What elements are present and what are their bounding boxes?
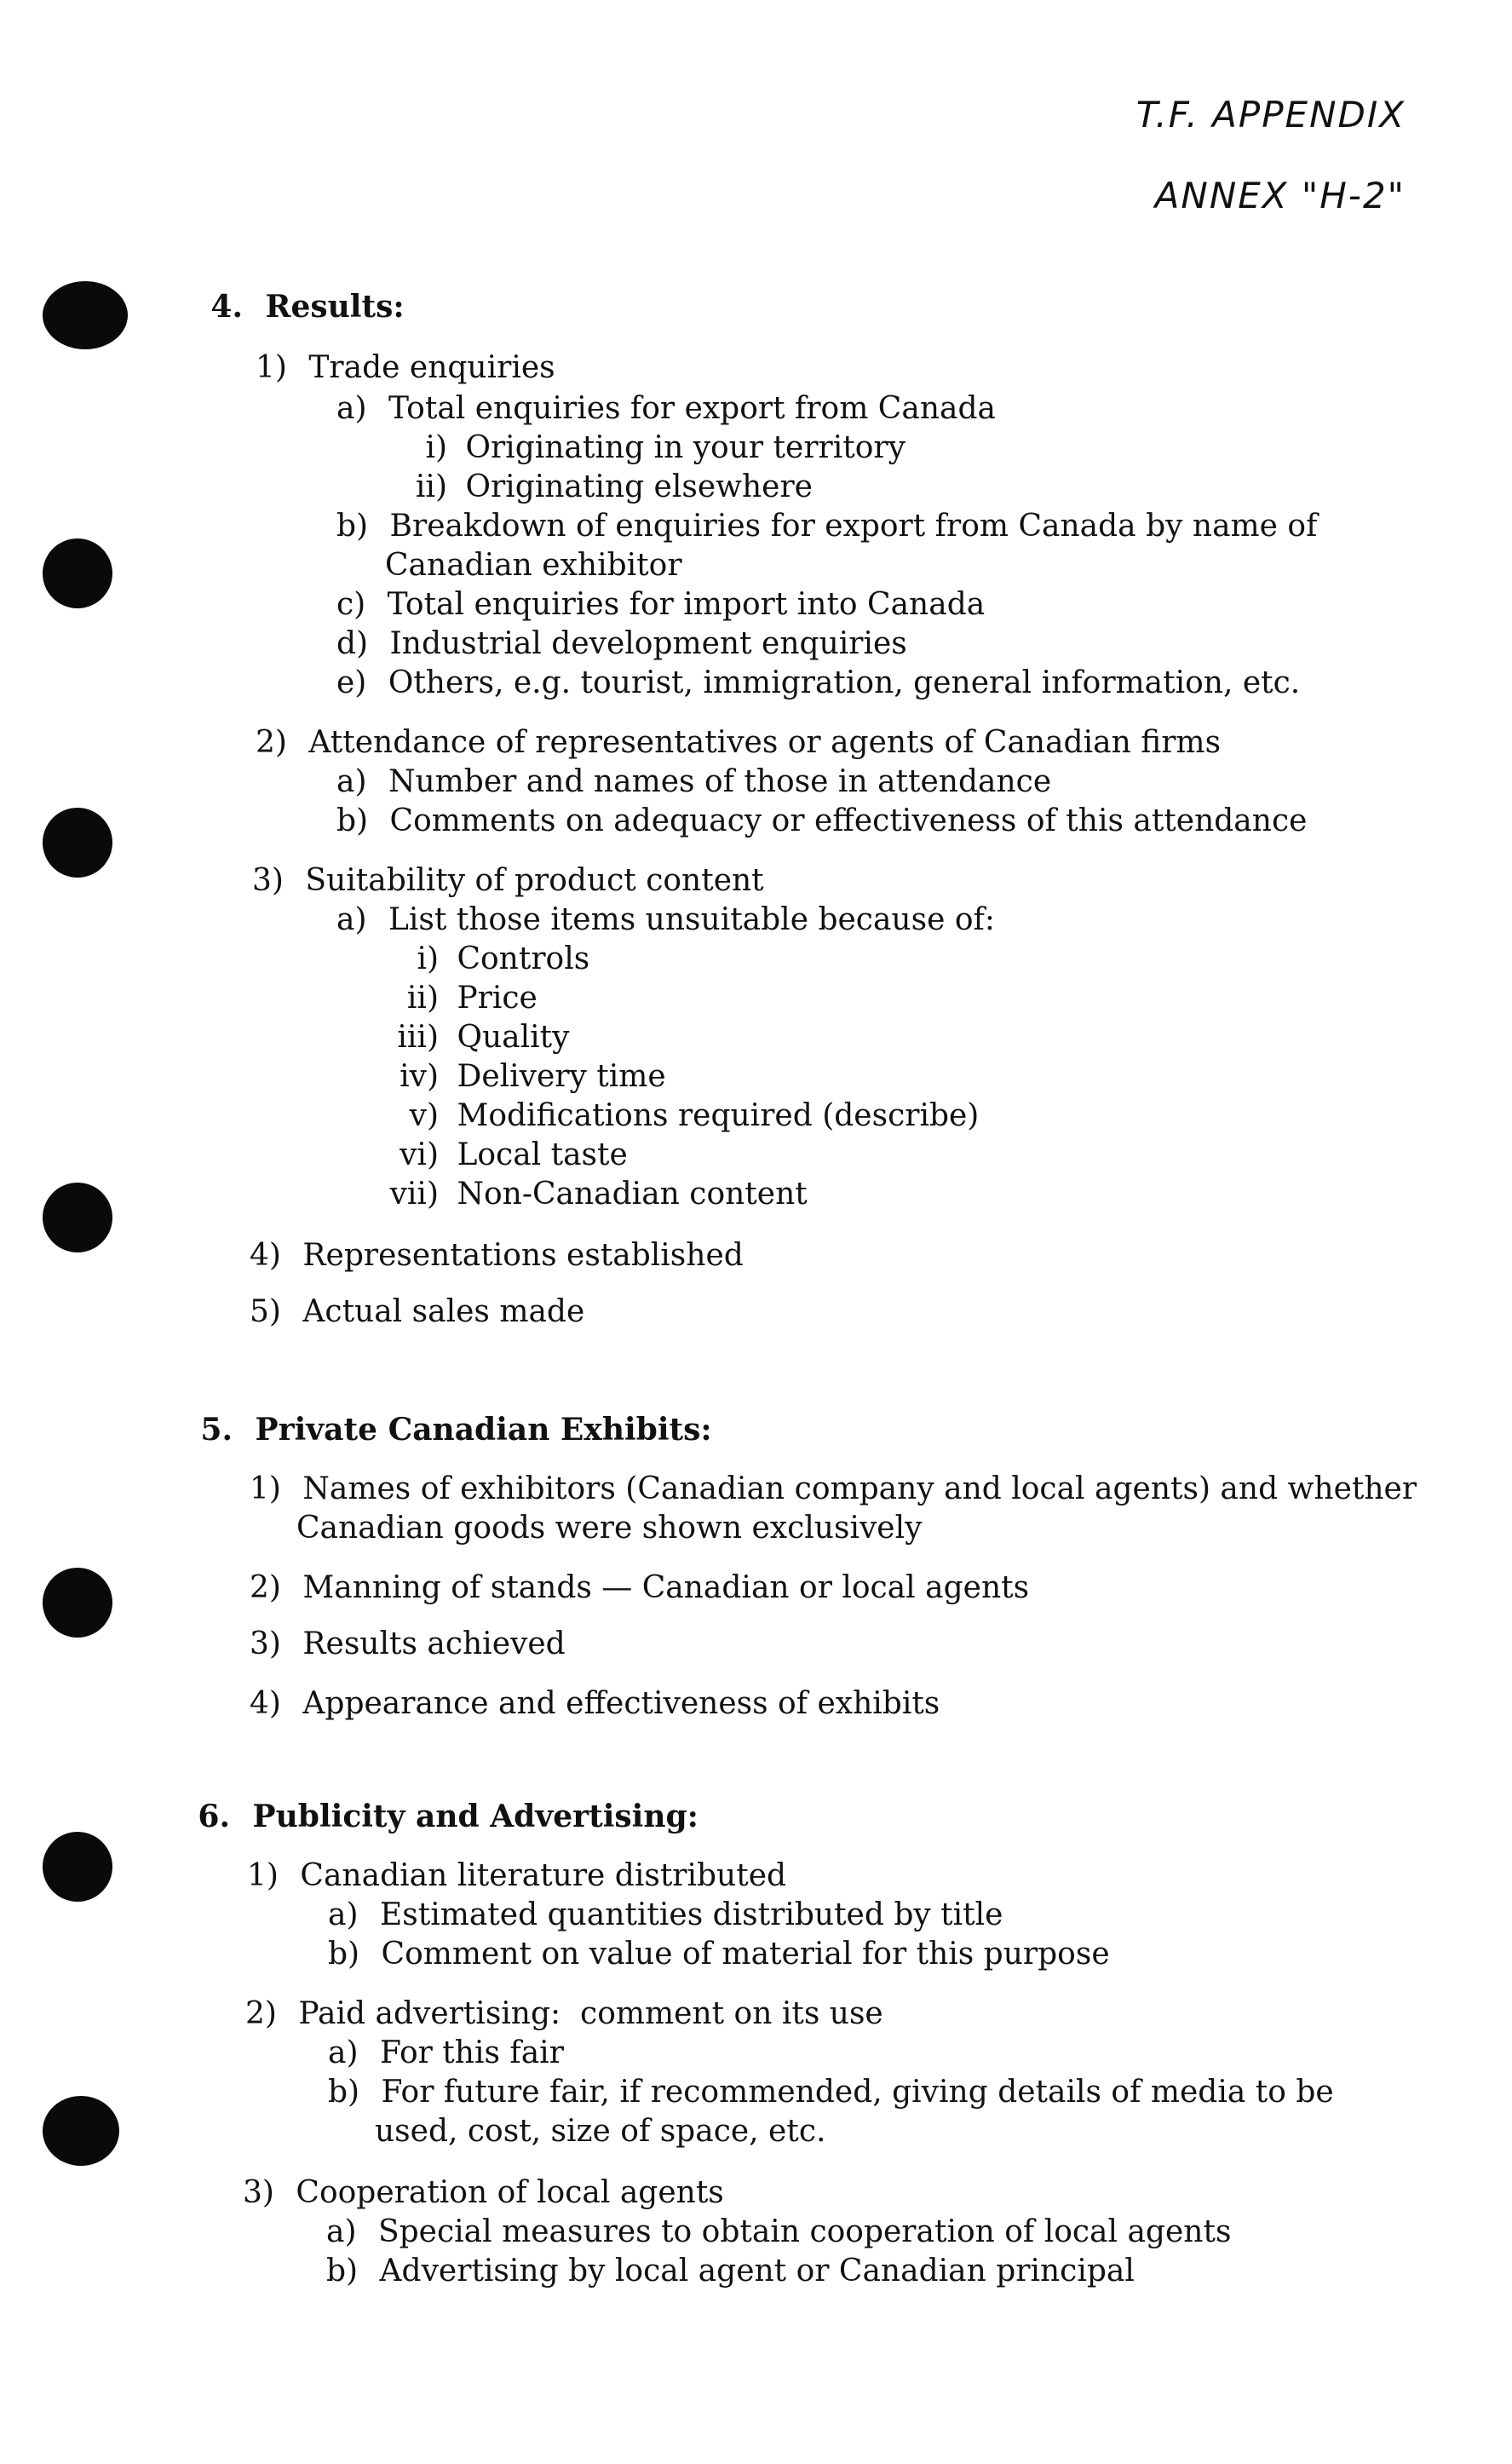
list-item: ii) Originating elsewhere [415, 469, 813, 504]
section-number: 6. [198, 1799, 230, 1834]
list-item: 3) Cooperation of local agents [243, 2175, 724, 2210]
punch-hole [43, 1832, 112, 1902]
punch-hole [43, 1183, 112, 1252]
list-item: 1) Trade enquiries [256, 350, 555, 385]
section-title: Publicity and Advertising: [252, 1799, 699, 1834]
list-item-continuation: used, cost, size of space, etc. [375, 2114, 826, 2149]
list-item: e) Others, e.g. tourist, immigration, general information, etc. [336, 665, 1301, 700]
list-item: a) List those items unsuitable because of: [336, 902, 995, 937]
list-item: 2) Attendance of representatives or agents of Canadian firms [256, 725, 1222, 760]
punch-hole [43, 808, 112, 878]
list-item: b) Advertising by local agent or Canadian principal [326, 2254, 1135, 2288]
list-item: a) Total enquiries for export from Canada [336, 391, 996, 426]
section-number: 5. [200, 1412, 233, 1448]
list-item: vi) Local taste [400, 1137, 628, 1172]
list-item: ii) Price [406, 981, 538, 1016]
list-item: 1) Names of exhibitors (Canadian company and local agents) and whether [250, 1471, 1417, 1506]
punch-hole [43, 1568, 112, 1638]
list-item: 5) Actual sales made [250, 1294, 585, 1329]
list-item-continuation: Canadian exhibitor [385, 548, 682, 583]
section-title: Results: [265, 289, 405, 325]
list-item-continuation: Canadian goods were shown exclusively [296, 1511, 923, 1546]
list-item: i) Originating in your territory [425, 430, 905, 465]
list-item: b) Comments on adequacy or effectiveness of this attendance [336, 803, 1308, 838]
list-item: iv) Delivery time [400, 1059, 666, 1094]
section-heading [198, 1411, 712, 1448]
list-item: a) Number and names of those in attendance [336, 764, 1052, 799]
list-item: 2) Manning of stands — Canadian or local agents [250, 1570, 1030, 1605]
punch-hole [43, 281, 128, 349]
list-item: c) Total enquiries for import into Canada [336, 587, 986, 622]
list-item: 3) Results achieved [250, 1626, 566, 1661]
section-number: 4. [210, 289, 243, 325]
list-item: d) Industrial development enquiries [336, 626, 907, 661]
list-item: 4) Appearance and effectiveness of exhibits [250, 1686, 940, 1721]
section-title: Private Canadian Exhibits: [255, 1412, 712, 1448]
list-item: 4) Representations established [250, 1238, 744, 1273]
section-heading [196, 1798, 699, 1835]
list-item: 2) Paid advertising: comment on its use [245, 1996, 883, 2031]
annex-heading: ANNEX "H-2" [1154, 175, 1406, 216]
punch-hole [43, 538, 112, 608]
list-item: a) Estimated quantities distributed by title [328, 1897, 1003, 1932]
list-item: b) Breakdown of enquiries for export from Canada by name of [336, 509, 1318, 544]
list-item: i) Controls [417, 941, 590, 976]
punch-hole [43, 2096, 119, 2166]
list-item: 3) Suitability of product content [252, 863, 764, 898]
list-item: b) Comment on value of material for this purpose [328, 1937, 1110, 1972]
list-item: v) Modifications required (describe) [409, 1098, 980, 1133]
list-item: 1) Canadian literature distributed [247, 1858, 787, 1893]
list-item: vii) Non-Canadian content [389, 1177, 808, 1212]
appendix-heading: T.F. APPENDIX [1135, 94, 1406, 135]
list-item: a) Special measures to obtain cooperation of local agents [326, 2214, 1232, 2249]
list-item: a) For this fair [328, 2035, 564, 2070]
list-item: b) For future fair, if recommended, giving details of media to be [328, 2075, 1334, 2110]
section-heading [209, 288, 405, 325]
list-item: iii) Quality [397, 1020, 570, 1055]
